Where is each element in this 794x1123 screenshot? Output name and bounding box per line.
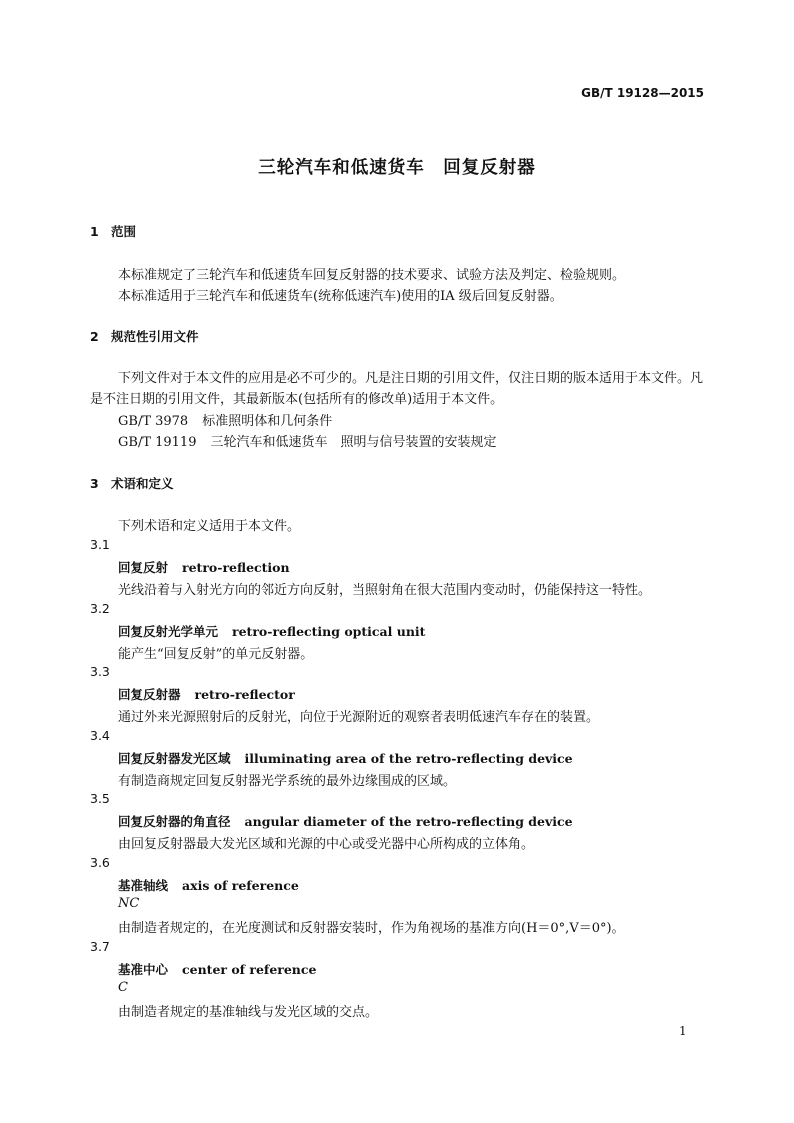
document-title: 三轮汽车和低速货车 回复反射器 — [258, 158, 536, 178]
term-chinese: 回复反射器发光区域 — [118, 751, 231, 766]
section-2-heading — [90, 327, 199, 345]
term-english: axis of reference — [182, 878, 299, 893]
term-definition: 有制造商规定回复反射器光学系统的最外边缘围成的区域。 — [118, 774, 457, 789]
term-entry — [118, 685, 295, 703]
term-english: illuminating area of the retro-reflecting device — [244, 751, 573, 766]
term-entry — [118, 876, 299, 894]
term-english: retro-reflecting optical unit — [232, 624, 426, 639]
term-symbol: NC — [118, 896, 140, 911]
section-number: 1 — [90, 224, 99, 239]
term-english: angular diameter of the retro-reflecting device — [244, 814, 573, 829]
section-title: 范围 — [111, 224, 137, 239]
term-entry — [118, 960, 316, 978]
term-entry — [118, 749, 573, 767]
normative-reference — [118, 410, 332, 429]
section-1-paragraph-2: 本标准适用于三轮汽车和低速货车(统称低速汽车)使用的ⅠA 级后回复反射器。 — [118, 289, 563, 304]
standard-code-header: GB/T 19128—2015 — [581, 86, 704, 100]
section-1-heading — [90, 222, 136, 240]
clause-number: 3.1 — [90, 537, 110, 552]
clause-number: 3.4 — [90, 728, 110, 743]
term-chinese: 基准轴线 — [118, 878, 169, 893]
normative-reference — [118, 431, 497, 450]
section-3-heading — [90, 474, 174, 492]
page-number: 1 — [679, 1024, 687, 1038]
section-2-paragraph: 下列文件对于本文件的应用是必不可少的。凡是注日期的引用文件，仅注日期的版本适用于本文件。凡是不注日期的引用文件，其最新版本(包括所有的修改单)适用于本文件。 — [90, 371, 704, 407]
clause-number: 3.6 — [90, 855, 110, 870]
term-definition: 由制造者规定的，在光度测试和反射器安装时，作为角视场的基准方向(H＝0°,V＝0°)。 — [118, 921, 625, 936]
clause-number: 3.5 — [90, 791, 110, 806]
term-definition: 能产生“回复反射”的单元反射器。 — [118, 647, 314, 662]
section-number: 3 — [90, 476, 99, 491]
section-title: 规范性引用文件 — [111, 329, 199, 344]
clause-number: 3.3 — [90, 664, 110, 679]
term-chinese: 基准中心 — [118, 962, 169, 977]
term-english: retro-reflector — [194, 687, 295, 702]
section-title: 术语和定义 — [111, 476, 174, 491]
reference-title: 三轮汽车和低速货车 照明与信号装置的安装规定 — [210, 435, 497, 450]
reference-title: 标准照明体和几何条件 — [202, 414, 333, 429]
reference-code: GB/T 19119 — [118, 435, 197, 450]
term-definition: 由回复反射器最大发光区域和光源的中心或受光器中心所构成的立体角。 — [118, 837, 535, 852]
term-entry — [118, 622, 425, 640]
term-chinese: 回复反射器 — [118, 687, 181, 702]
term-chinese: 回复反射 — [118, 560, 169, 575]
clause-number: 3.7 — [90, 939, 110, 954]
term-definition: 光线沿着与入射光方向的邻近方向反射，当照射角在很大范围内变动时，仍能保持这一特性。 — [118, 583, 652, 598]
section-3-intro: 下列术语和定义适用于本文件。 — [118, 519, 301, 534]
clause-number: 3.2 — [90, 601, 110, 616]
term-entry — [118, 558, 290, 576]
section-1-paragraph-1: 本标准规定了三轮汽车和低速货车回复反射器的技术要求、试验方法及判定、检验规则。 — [118, 268, 626, 283]
section-number: 2 — [90, 329, 99, 344]
term-chinese: 回复反射光学单元 — [118, 624, 219, 639]
term-entry — [118, 812, 573, 830]
term-english: center of reference — [182, 962, 317, 977]
term-symbol: C — [118, 980, 128, 995]
reference-code: GB/T 3978 — [118, 414, 189, 429]
term-english: retro-reflection — [182, 560, 290, 575]
term-chinese: 回复反射器的角直径 — [118, 814, 231, 829]
term-definition: 通过外来光源照射后的反射光，向位于光源附近的观察者表明低速汽车存在的装置。 — [118, 710, 600, 725]
term-definition: 由制造者规定的基准轴线与发光区域的交点。 — [118, 1005, 379, 1020]
